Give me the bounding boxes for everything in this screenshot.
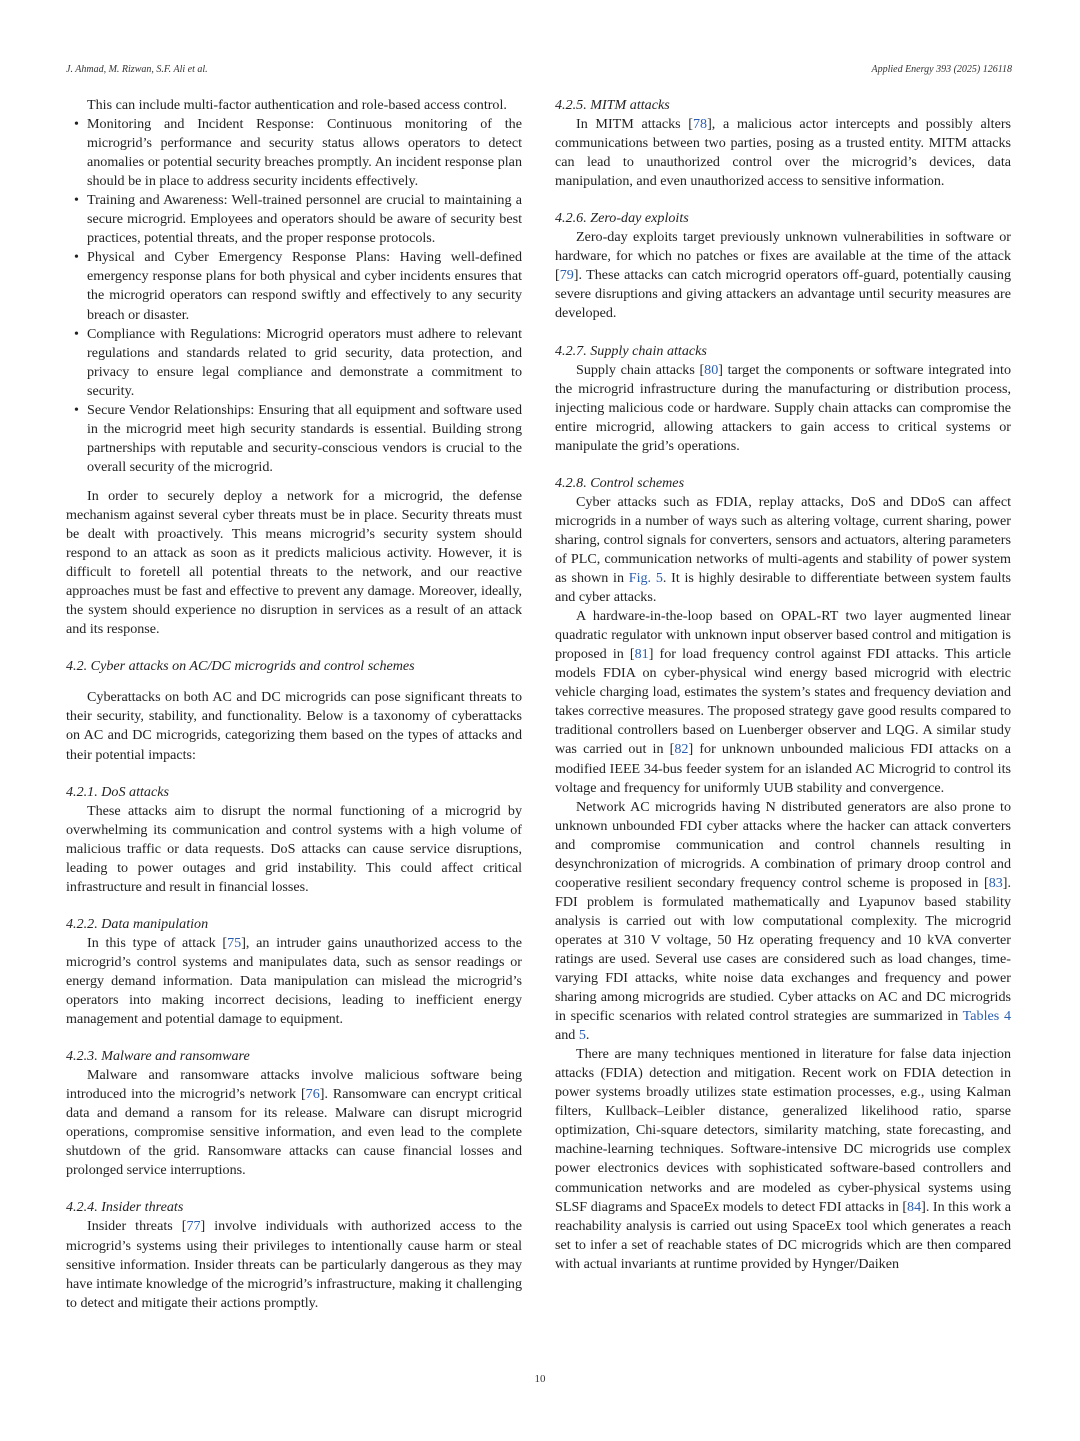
control-schemes-paragraph-3: Network AC microgrids having N distributed generators are also prone to unknown unbounded FDI cyber attacks where the hacker can attack converters and compromise communication and control channels resulting in desynchronization of microgrids. A combination of primary droop control and cooperative resilient secondary frequency control scheme is proposed in [83]. FDI problem is formulated mathematically and Lyapunov based stability analysis is carried out with low computational complexity. The microgrid operates at 310 V voltage, 50 Hz operating frequency and 10 kVA converter ratings are used. Several use cases are considered such as load changes, time-varying FDI attacks, white noise data exchanges and frequency and power sharing among microgrids are studied. Cyber attacks on AC and DC microgrids in specific scenarios with related control strategies are summarized in Tables 4 and 5. xyxy=(555,798,1011,1044)
citation-link[interactable]: 83 xyxy=(988,874,1003,891)
list-item: • Secure Vendor Relationships: Ensuring that all equipment and software used in the microgrid meet high security standards is essential. Building strong partnerships with reputable and security-conscious vendors is crucial to the overall security of the microgrid. xyxy=(66,401,522,477)
security-measures-list xyxy=(66,115,522,477)
citation-link[interactable]: 78 xyxy=(693,116,708,133)
citation-link[interactable]: 82 xyxy=(674,741,689,758)
page-number: 10 xyxy=(534,1373,546,1385)
right-column xyxy=(555,96,1011,1274)
subsection-4-2-6-paragraph: Zero-day exploits target previously unknown vulnerabilities in software or hardware, for which no patches or fixes are available at the time of the attack [79]. These attacks can catch microgrid operators off-guard, potentially causing severe disruptions and giving attackers an advantage until security measures are developed. xyxy=(555,229,1011,322)
table-link[interactable]: Tables 4 xyxy=(962,1008,1011,1025)
continued-paragraph: This can include multi-factor authentication and role-based access control. xyxy=(87,97,507,113)
citation-link[interactable]: 80 xyxy=(704,361,719,378)
citation-link[interactable]: 77 xyxy=(186,1218,201,1235)
citation-link[interactable]: 81 xyxy=(634,646,649,663)
subsection-4-2-4-paragraph: Insider threats [77] involve individuals with authorized access to the microgrid’s systems using their privileges to intentionally cause harm or steal sensitive information. Insider threats can be particularly dangerous as they may have intimate knowledge of the microgrid’s infrastructure, making it challenging to detect and mitigate their actions promptly. xyxy=(66,1218,522,1311)
control-schemes-paragraph-4: There are many techniques mentioned in literature for false data injection attacks (FDIA) detection and mitigation. Recent work on FDIA detection in power systems broadly utilizes state estimation processes, e.g., using Kalman filters, Kullback–Leibler distance, generalized likelihood ratio, sparse optimization, Chi-square detectors, similarity matching, state forecasting, and machine-learning techniques. Software-intensive DC microgrids use complex power electronics devices with sophisticated software-based controllers and communication networks and are modeled as cyber-physical systems using SLSF diagrams and SpaceEx models to detect FDI attacks in [84]. In this work a reachability analysis is carried out using SpaceEx tool which generates a reach set to infer a set of reachable states of DC microgrids which are then compared with actual invariants at runtime provided by Hynger/Daiken xyxy=(555,1046,1011,1272)
section-4-2-paragraph: Cyberattacks on both AC and DC microgrids can pose significant threats to their security, stability, and functionality. Below is a taxonomy of cyberattacks on AC and DC microgrids, categorizing them based on the types of attacks and their potential impacts: xyxy=(66,689,522,763)
citation-link[interactable]: 76 xyxy=(305,1086,320,1103)
subsection-heading-4-2-2: 4.2.2. Data manipulation xyxy=(66,915,209,932)
subsection-heading-4-2-4: 4.2.4. Insider threats xyxy=(66,1199,184,1216)
citation-link[interactable]: 79 xyxy=(559,267,574,284)
left-column xyxy=(66,96,522,1313)
figure-link[interactable]: Fig. 5 xyxy=(628,570,663,587)
subsection-4-2-5-paragraph: In MITM attacks [78], a malicious actor intercepts and possibly alters communications between two parties, posing as a trusted entity. MITM attacks can lead to unauthorized control over the microgrid’s devices, data manipulation, and even unauthorized access to sensitive information. xyxy=(555,116,1011,190)
control-schemes-paragraph-1: Cyber attacks such as FDIA, replay attacks, DoS and DDoS can affect microgrids in a number of ways such as altering voltage, current sharing, power sharing, control signals for converters, sensors and actuators, altering parameters of PLC, communication networks of multi-agents and stability of power system as shown in Fig. 5. It is highly desirable to differentiate between system faults and cyber attacks. xyxy=(555,493,1011,606)
subsection-heading-4-2-6: 4.2.6. Zero-day exploits xyxy=(555,210,689,227)
subsection-4-2-2-paragraph: In this type of attack [75], an intruder gains unauthorized access to the microgrid’s control systems and manipulates data, such as sensor readings or energy demand information. Data manipulation can mislead the microgrid’s operators into making incorrect decisions, leading to inefficient energy management and potential damage to equipment. xyxy=(66,934,522,1028)
list-item: • Training and Awareness: Well-trained personnel are crucial to maintaining a secure microgrid. Employees and operators should be aware of security best practices, potential threats, and the proper response protocols. xyxy=(66,191,522,248)
header-journal: Applied Energy 393 (2025) 126118 xyxy=(871,64,1012,75)
citation-link[interactable]: 75 xyxy=(227,934,242,951)
subsection-heading-4-2-8: 4.2.8. Control schemes xyxy=(555,474,685,491)
defense-paragraph: In order to securely deploy a network for a microgrid, the defense mechanism against several cyber threats must be in place. Security threats must be dealt with proactively. This means microgrid’s security system should respond to an attack as soon as it predicts malicious activity. However, it is difficult to foretell all potential threats to the network, and our reactive approaches must be fast and effective to prevent any damage. Moreover, ideally, the system should experience no disruption in services as a result of an attack and its response. xyxy=(66,487,522,638)
header-authors: J. Ahmad, M. Rizwan, S.F. Ali et al. xyxy=(66,64,208,75)
subsection-heading-4-2-5: 4.2.5. MITM attacks xyxy=(555,97,670,113)
citation-link[interactable]: 84 xyxy=(907,1198,922,1215)
subsection-4-2-7-paragraph: Supply chain attacks [80] target the components or software integrated into the microgrid infrastructure during the manufacturing or distribution process, injecting malicious code or hardware. Supply chain attacks can compromise the entire microgrid, allowing attackers to gain access to critical systems or manipulate the grid’s operations. xyxy=(555,361,1011,454)
section-heading-4-2: 4.2. Cyber attacks on AC/DC microgrids and control schemes xyxy=(66,658,415,675)
list-item: • Compliance with Regulations: Microgrid operators must adhere to relevant regulations and standards related to grid security, data protection, and privacy to ensure legal compliance and demonstrate a commitment to security. xyxy=(66,325,522,401)
subsection-4-2-1-paragraph: These attacks aim to disrupt the normal functioning of a microgrid by overwhelming its communication and control systems with a high volume of malicious traffic or data requests. DoS attacks can cause service disruptions, leading to power outages and grid instability. This could affect critical infrastructure and result in financial losses. xyxy=(66,802,522,895)
table-link[interactable]: 5 xyxy=(578,1027,586,1044)
subsection-4-2-3-paragraph: Malware and ransomware attacks involve malicious software being introduced into the microgrid’s network [76]. Ransomware can encrypt critical data and demand a ransom for its release. Malware can disrupt microgrid operations, compromise sensitive information, and even lead to the complete shutdown of the grid. Ransomware attacks can cause financial losses and prolonged service interruptions. xyxy=(66,1067,522,1179)
list-item: • Monitoring and Incident Response: Continuous monitoring of the microgrid’s performance and security status allows operators to detect anomalies or potential security breaches promptly. An incident response plan should be in place to address security incidents effectively. xyxy=(66,115,522,191)
subsection-heading-4-2-7: 4.2.7. Supply chain attacks xyxy=(555,342,707,359)
list-item: • Physical and Cyber Emergency Response Plans: Having well-defined emergency response plans for both physical and cyber incidents ensures that the microgrid operators can respond swiftly and effectively to any security breach or disaster. xyxy=(66,248,522,324)
control-schemes-paragraph-2: A hardware-in-the-loop based on OPAL-RT two layer augmented linear quadratic regulator with unknown input observer based control and mitigation is proposed in [81] for load frequency control against FDI attacks. This article models FDIA on cyber-physical wind energy based microgrid with electric vehicle charging load, estimates the system’s states and frequency deviation and takes corrective measures. The proposed strategy gave good results compared to traditional controllers based on Luenberger observer and LQG. A similar study was carried out in [82] for unknown unbounded malicious FDI attacks on a modified IEEE 34-bus feeder system for an islanded AC Microgrid to control its voltage and frequency for uniformly UUB stability and convergence. xyxy=(555,608,1011,796)
subsection-heading-4-2-3: 4.2.3. Malware and ransomware xyxy=(66,1048,250,1065)
subsection-heading-4-2-1: 4.2.1. DoS attacks xyxy=(66,783,169,800)
